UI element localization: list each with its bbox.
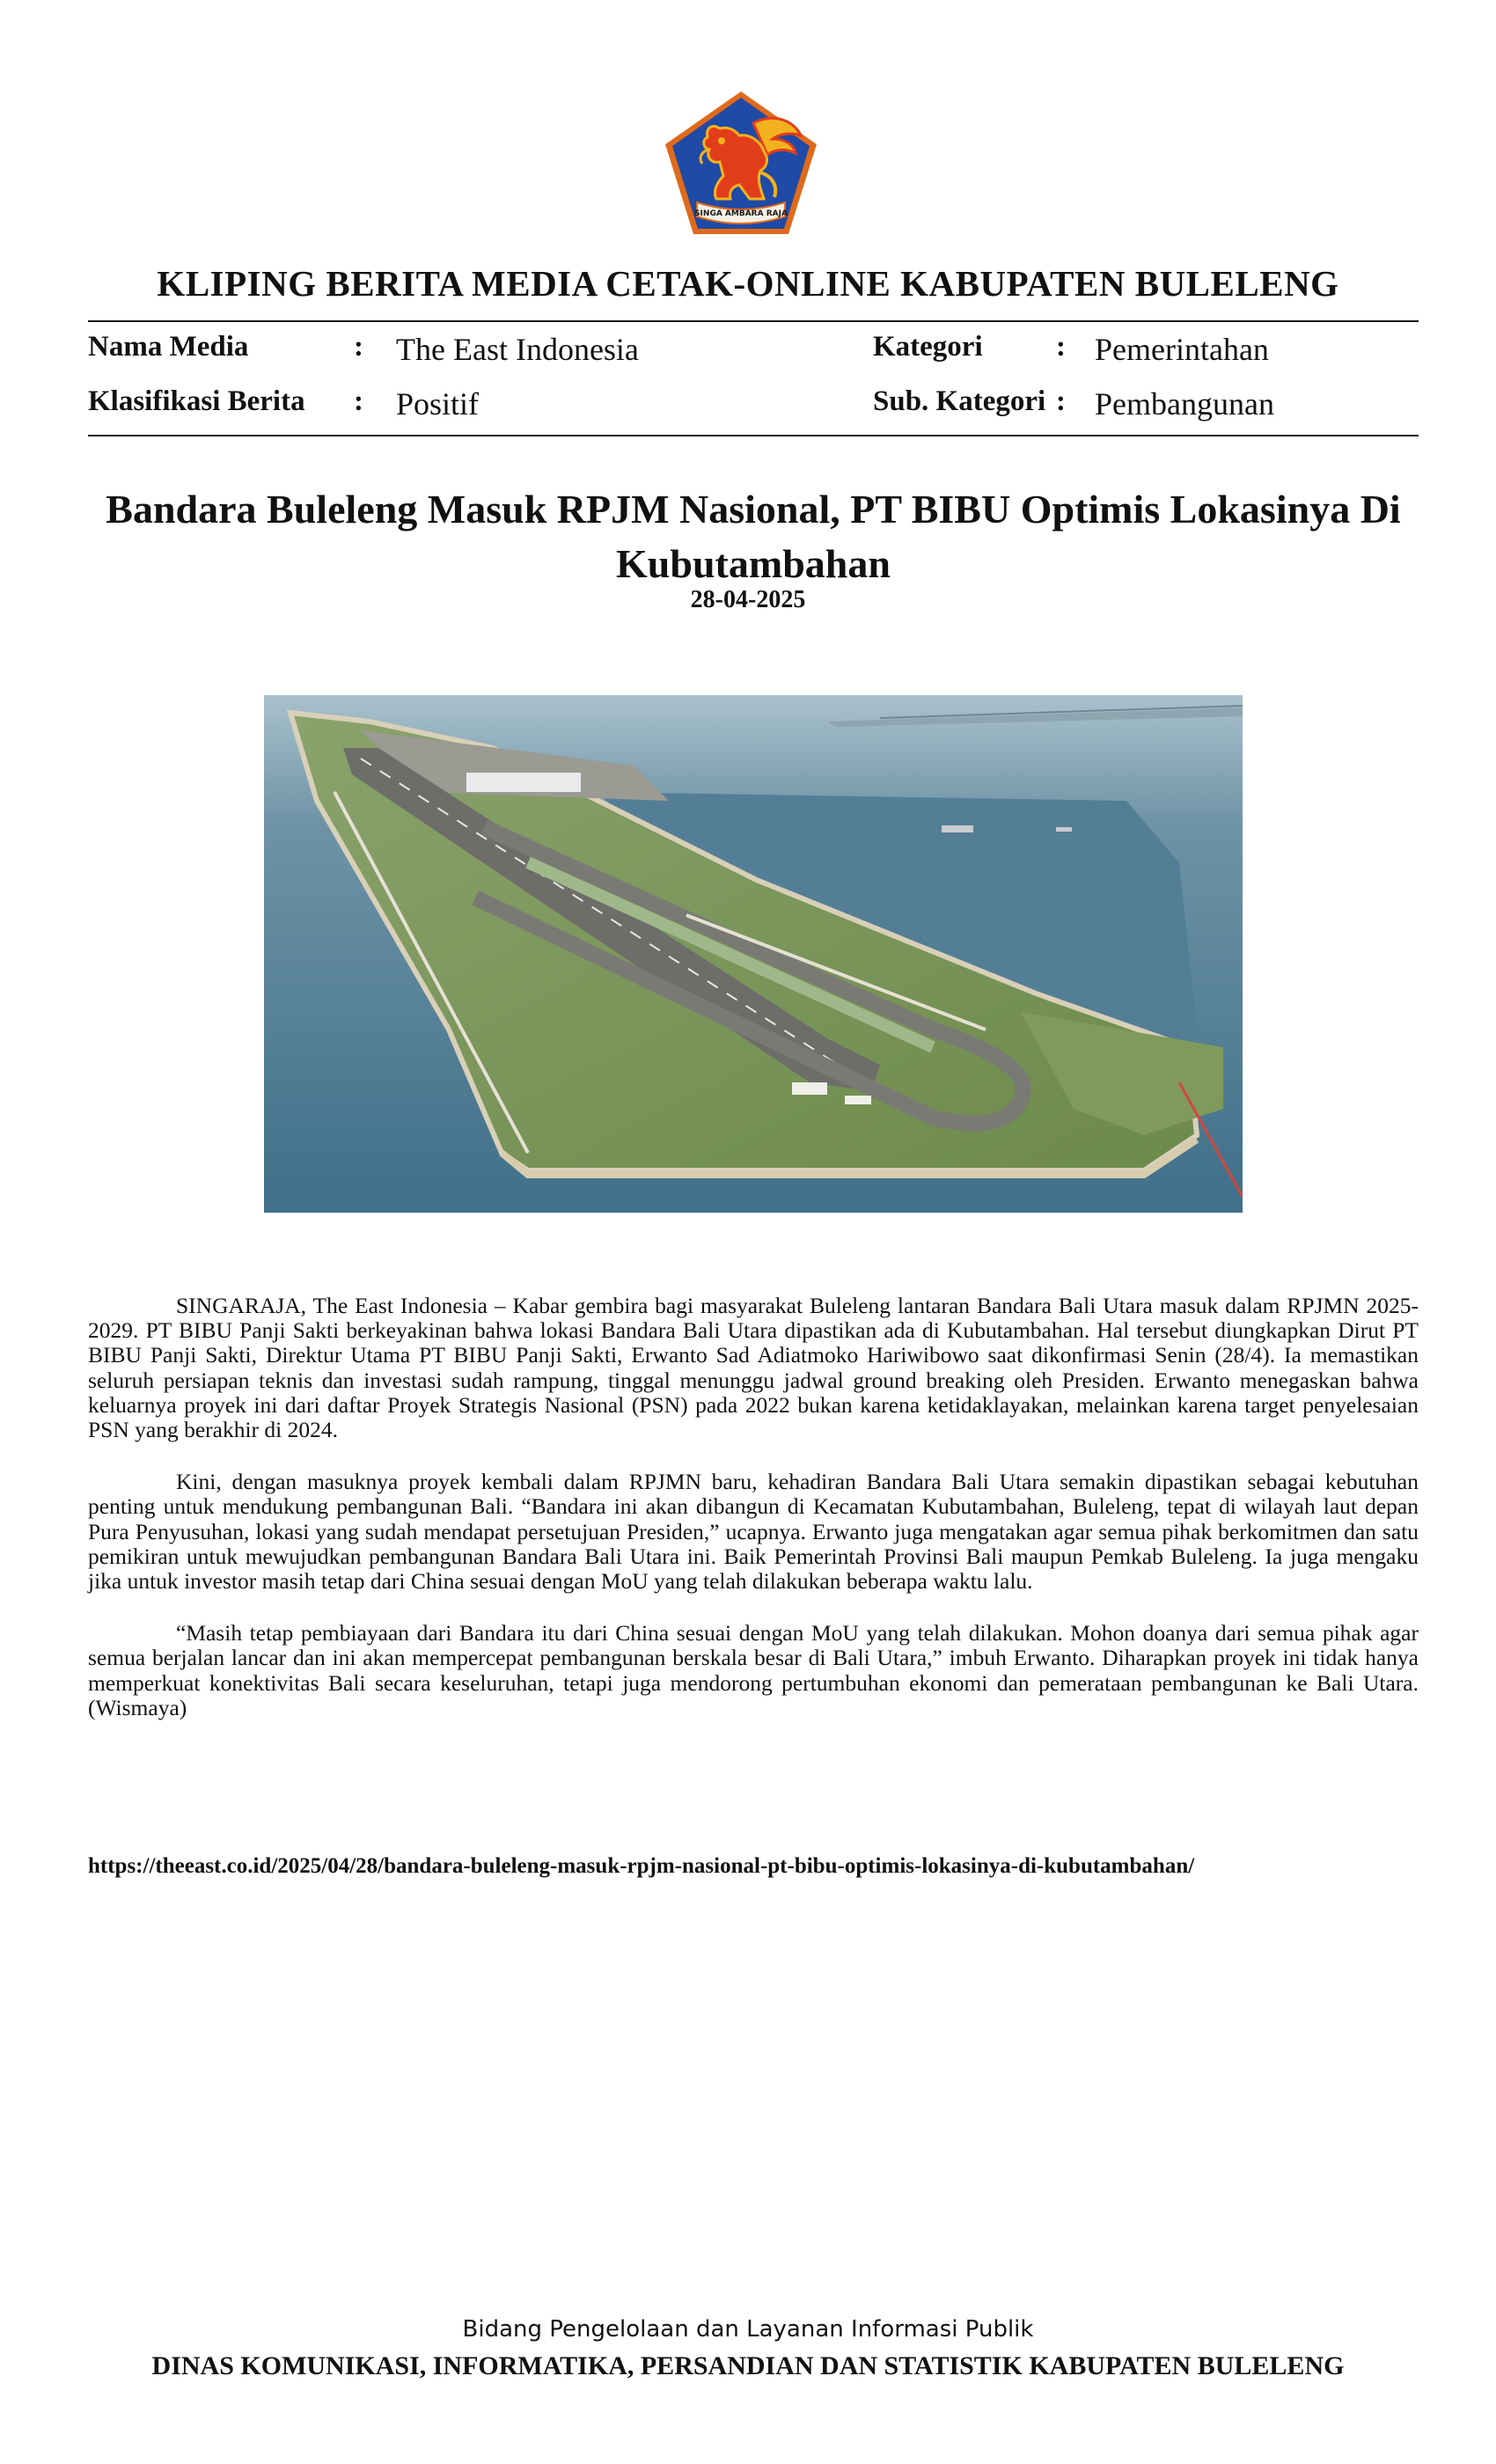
subkategori-colon: : <box>1056 385 1066 417</box>
kategori-value: Pemerintahan <box>1095 332 1269 367</box>
svg-text:SINGA AMBARA RAJA: SINGA AMBARA RAJA <box>694 209 788 218</box>
media-colon: : <box>354 331 363 363</box>
media-label: Nama Media <box>88 331 249 363</box>
klasifikasi-value: Positif <box>396 386 480 422</box>
subkategori-label: Sub. Kategori <box>873 385 1046 417</box>
airport-aerial-photo <box>264 695 1243 1213</box>
header-bottom-rule <box>88 435 1419 436</box>
article-paragraph: SINGARAJA, The East Indonesia – Kabar gembira bagi masyarakat Buleleng lantaran Bandara Bali Utara masuk dalam RPJMN 2025-2029. PT BIBU Panji Sakti berkeyakinan bahwa lokasi Bandara Bali Utara dipastikan ada di Kubutambahan. Hal tersebut diungkapkan Dirut PT BIBU Panji Sakti, Direktur Utama PT BIBU Panji Sakti, Erwanto Sad Adiatmoko Hariwibowo saat dikonfirmasi Senin (28/4). Ia memastikan seluruh persiapan teknis dan investasi sudah rampung, tinggal menunggu jadwal ground breaking oleh Presiden. Erwanto menegaskan bahwa keluarnya proyek ini dari daftar Proyek Strategis Nasional (PSN) pada 2022 bukan karena ketidaklayakan, melainkan karena target penyelesaian PSN yang berakhir di 2024. <box>88 1293 1419 1443</box>
kategori-label: Kategori <box>873 331 983 363</box>
media-value: The East Indonesia <box>396 332 639 367</box>
footer-office: DINAS KOMUNIKASI, INFORMATIKA, PERSANDIAN DAN STATISTIK KABUPATEN BULELENG <box>151 2351 1345 2380</box>
subkategori-value: Pembangunan <box>1095 386 1274 422</box>
source-link[interactable]: https://theeast.co.id/2025/04/28/bandara-buleleng-masuk-rpjm-nasional-pt-bibu-optimis-lokasinya-di-kubutambahan/ <box>88 1854 1195 1878</box>
article-date: 28-04-2025 <box>690 586 806 613</box>
klasifikasi-colon: : <box>354 385 363 417</box>
article-paragraph: “Masih tetap pembiayaan dari Bandara itu dari China sesuai dengan MoU yang telah dilakukan. Mohon doanya dari semua pihak agar semua berjalan lancar dan ini akan mempercepat pembangunan berskala besar di Bali Utara,” imbuh Erwanto. Diharapkan proyek ini tidak hanya memperkuat konektivitas Bali secara keseluruhan, tetapi juga mendorong pertumbuhan ekonomi dan pemerataan pembangunan ke Bali Utara.(Wismaya) <box>88 1620 1419 1720</box>
document-header-title: KLIPING BERITA MEDIA CETAK-ONLINE KABUPATEN BULELENG <box>157 263 1339 304</box>
klasifikasi-label: Klasifikasi Berita <box>88 385 305 417</box>
article-body <box>88 1294 1419 1748</box>
buleleng-regency-logo <box>662 88 820 238</box>
kategori-colon: : <box>1056 331 1066 363</box>
article-paragraph: Kini, dengan masuknya proyek kembali dalam RPJMN baru, kehadiran Bandara Bali Utara semakin dipastikan sebagai kebutuhan penting untuk mendukung pembangunan Bali. “Bandara ini akan dibangun di Kecamatan Kubutambahan, Buleleng, tepat di wilayah laut depan Pura Penyusuhan, lokasi yang sudah mendapat persetujuan Presiden,” ucapnya. Erwanto juga mengatakan agar semua pihak berkomitmen dan satu pemikiran untuk mewujudkan pembangunan Bandara Bali Utara ini. Baik Pemerintah Provinsi Bali maupun Pemkab Buleleng. Ia juga mengaku jika untuk investor masih tetap dari China sesuai dengan MoU yang telah dilakukan beberapa waktu lalu. <box>88 1469 1419 1595</box>
header-top-rule <box>88 320 1419 322</box>
footer-unit: Bidang Pengelolaan dan Layanan Informasi Publik <box>462 2316 1034 2343</box>
article-title: Bandara Buleleng Masuk RPJM Nasional, PT BIBU Optimis Lokasinya Di Kubutambahan <box>106 487 1401 586</box>
